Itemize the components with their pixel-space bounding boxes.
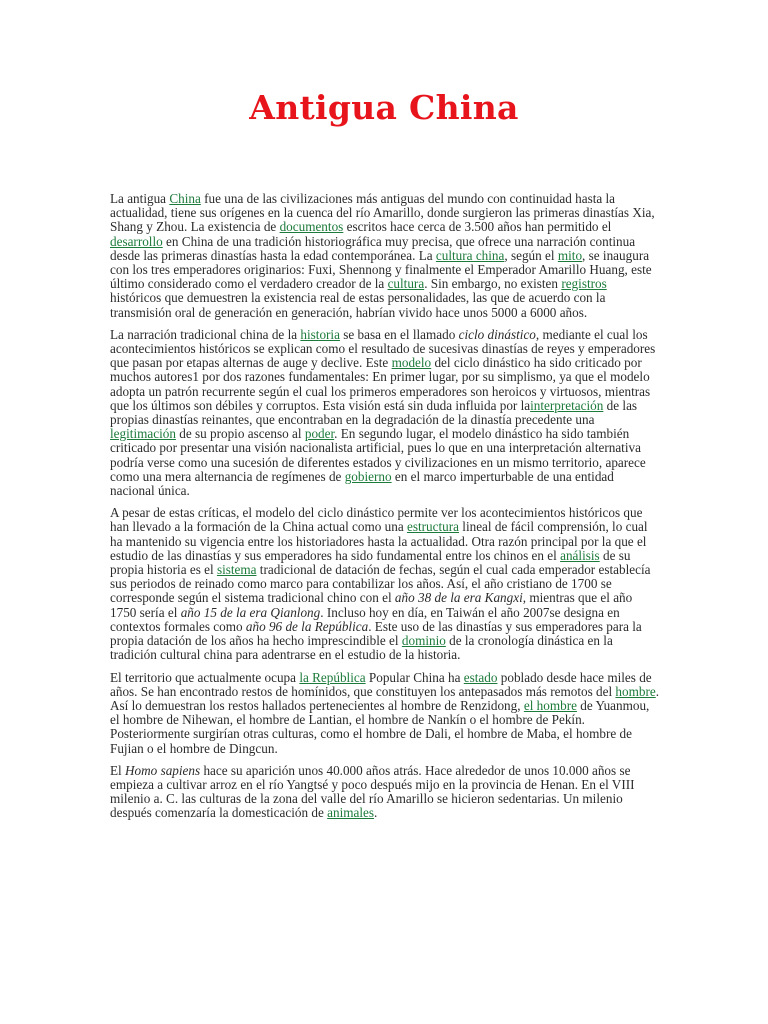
inline-link[interactable]: legitimación xyxy=(110,426,176,442)
text-run: lineal de fácil comprensión, lo cual ha mantenido su vigencia entre los historiadores hasta la actualidad. Otra razón principal por la que el estudio de las dinastías y sus emperadores ha sido fundamental entre los chinos en el xyxy=(110,519,648,563)
text-run: históricos que demuestren la existencia real de estas personalidades, las que de acuerdo con la transmisión oral de generación en generación, habrían vivido hace unos 5000 a 6000 años. xyxy=(110,290,606,320)
inline-link[interactable]: modelo xyxy=(391,355,432,371)
text-run: , mediante el cual los acontecimientos históricos se explican como el resultado de sucesivas dinastías de reyes y emperadores que pasan por etapas alternas de auge y declive. Este xyxy=(110,326,656,371)
inline-link[interactable]: historia xyxy=(300,326,340,342)
inline-link[interactable]: desarrollo xyxy=(110,233,163,249)
text-run: poblado desde hace miles de años. Se han encontrado restos de homínidos, que constituyen los antepasados más remotos del xyxy=(110,669,652,699)
text-run: . Así lo demuestran los restos hallados pertenecientes al hombre de Renzidong, xyxy=(110,683,660,713)
inline-link[interactable]: cultura xyxy=(387,276,425,292)
inline-link[interactable]: análisis xyxy=(560,547,600,563)
article-body xyxy=(110,192,660,829)
text-run: . Este uso de las dinastías y sus emperadores para la propia datación de los años ha hecho imprescindible el xyxy=(110,618,642,649)
text-run: fue una de las civilizaciones más antiguas del mundo con continuidad hasta la actualidad, tiene sus orígenes en la cuenca del río Amarillo, donde surgieron las primeras dinastías Xia, Shang y Zhou. La existencia de xyxy=(110,191,655,235)
paragraph xyxy=(110,671,660,756)
text-run: . xyxy=(374,805,378,821)
text-run: de las propias dinastías reinantes, que encontraban en la degradación de la dinastía precedente una xyxy=(110,397,638,428)
inline-link[interactable]: estado xyxy=(463,669,498,685)
inline-link[interactable]: gobierno xyxy=(344,468,392,484)
inline-link[interactable]: el hombre xyxy=(523,697,577,713)
italic-text: año 15 de la era Qianlong xyxy=(180,604,321,620)
text-run: de su propia historia es el xyxy=(110,547,631,578)
inline-link[interactable]: cultura china xyxy=(435,247,505,263)
text-run: escritos hace cerca de 3.500 años han permitido el xyxy=(343,219,612,235)
text-run: La narración tradicional china de la xyxy=(110,326,301,342)
inline-link[interactable]: hombre xyxy=(615,683,656,699)
text-run: , se inaugura con los tres emperadores originarios: Fuxi, Shennong y finalmente el Emperador Amarillo Huang, este último considerado como el verdadero creador de la xyxy=(110,247,652,292)
inline-link[interactable]: estructura xyxy=(406,519,459,535)
inline-link[interactable]: mito xyxy=(557,247,583,263)
inline-link[interactable]: animales xyxy=(327,805,375,821)
inline-link[interactable]: interpretación xyxy=(530,397,604,413)
text-run: tradicional de datación de fechas, según el cual cada emperador establecía sus periodos de reinado como marco para contabilizar los años. Así, el año cristiano de 1700 se corresponde según el sistema tradicional chino con el xyxy=(110,562,651,606)
inline-link[interactable]: dominio xyxy=(401,633,446,649)
italic-text: año 96 de la República xyxy=(245,618,369,634)
italic-text: Homo sapiens xyxy=(125,762,201,778)
text-run: se basa en el llamado xyxy=(339,326,459,342)
paragraph xyxy=(110,192,660,320)
text-run: El territorio que actualmente ocupa xyxy=(110,669,300,685)
inline-link[interactable]: poder xyxy=(304,426,335,442)
text-run: . Incluso hoy en día, en Taiwán el año 2007se designa en contextos formales como xyxy=(110,604,620,634)
inline-link[interactable]: sistema xyxy=(216,562,257,578)
text-run: de la cronología dinástica en la tradición cultural china para adentrarse en el estudio de la historia. xyxy=(110,633,613,663)
text-run: . En segundo lugar, el modelo dinástico ha sido también criticado por presentar una visión nacionalista artificial, pues lo que en una interpretación alternativa podría verse como una sucesión de diferentes estados y civilizaciones en un mismo territorio, aparece como una mera alternancia de regímenes de xyxy=(110,426,646,484)
text-run: . Sin embargo, no existen xyxy=(424,276,562,292)
text-run: en China de una tradición historiográfica muy precisa, que ofrece una narración continua desde las primeras dinastías hasta la edad contemporánea. La xyxy=(110,233,636,263)
inline-link[interactable]: la República xyxy=(299,669,366,685)
text-run: de su propio ascenso al xyxy=(175,426,305,442)
text-run: A pesar de estas críticas, el modelo del ciclo dinástico permite ver los acontecimientos históricos que han llevado a la formación de la China actual como una xyxy=(110,505,643,535)
paragraph xyxy=(110,506,660,662)
text-run: en el marco imperturbable de una entidad nacional única. xyxy=(110,468,614,499)
text-run: , según el xyxy=(504,247,558,263)
paragraph xyxy=(110,328,660,498)
text-run: , mientras que el año 1750 sería el xyxy=(110,590,633,620)
inline-link[interactable]: documentos xyxy=(279,219,344,235)
paragraph xyxy=(110,764,660,821)
text-run: de Yuanmou, el hombre de Nihewan, el hombre de Lantian, el hombre de Nankín o el hombre de Pekín. Posteriormente surgirían otras culturas, como el hombre de Dali, el hombre de Maba, el hombre de Fujian o el hombre de Dingcun. xyxy=(110,697,650,756)
inline-link[interactable]: China xyxy=(169,191,201,206)
text-run: hace su aparición unos 40.000 años atrás. Hace alrededor de unos 10.000 años se empieza a cultivar arroz en el río Yangtsé y poco después mijo en la provincia de Henan. En el VIII milenio a. C. las culturas de la zona del valle del río Amarillo se hicieron sedentarias. Un milenio después comenzaría la domesticación de xyxy=(110,762,635,821)
inline-link[interactable]: registros xyxy=(561,276,607,292)
text-run: La antigua xyxy=(110,191,170,206)
text-run: El xyxy=(110,762,126,778)
page-title: Antigua China xyxy=(249,88,519,127)
italic-text: ciclo dinástico xyxy=(458,326,536,342)
text-run: del ciclo dinástico ha sido criticado por muchos autores1 por dos razones fundamentales: En primer lugar, por su simplismo, ya que el modelo adopta un patrón recurrente según el cual los primeros emperadores son heroicos y virtuosos, mientras que los últimos son débiles y corruptos. Esta visión está sin duda influida por la xyxy=(110,355,651,413)
italic-text: año 38 de la era Kangxi xyxy=(394,590,523,606)
text-run: Popular China ha xyxy=(365,669,464,685)
